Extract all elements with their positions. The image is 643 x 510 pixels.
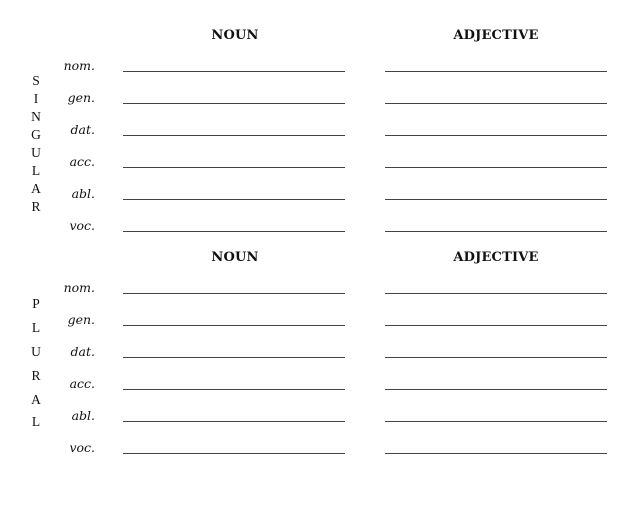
adjective-answer-line[interactable] bbox=[385, 231, 607, 232]
noun-answer-line[interactable] bbox=[123, 135, 345, 136]
adjective-answer-line[interactable] bbox=[385, 167, 607, 168]
adjective-answer-line[interactable] bbox=[385, 453, 607, 454]
singular-letter: G bbox=[31, 127, 41, 142]
singular-letter: S bbox=[32, 73, 40, 88]
adjective-answer-line[interactable] bbox=[385, 135, 607, 136]
case-label: nom. bbox=[63, 280, 95, 295]
noun-answer-line[interactable] bbox=[123, 231, 345, 232]
noun-answer-line[interactable] bbox=[123, 71, 345, 72]
case-label: dat. bbox=[70, 344, 95, 359]
case-label: abl. bbox=[71, 186, 95, 201]
singular-letter: U bbox=[31, 145, 41, 160]
case-label: gen. bbox=[67, 90, 95, 105]
singular-letter: L bbox=[31, 163, 41, 178]
noun-answer-line[interactable] bbox=[123, 293, 345, 294]
singular-adjective-header: ADJECTIVE bbox=[453, 28, 539, 43]
noun-answer-line[interactable] bbox=[123, 357, 345, 358]
case-label: nom. bbox=[63, 58, 95, 73]
case-label: dat. bbox=[70, 122, 95, 137]
singular-noun-header: NOUN bbox=[211, 28, 259, 43]
plural-letter: L bbox=[31, 320, 41, 335]
plural-noun-header: NOUN bbox=[211, 250, 259, 265]
plural-adjective-header: ADJECTIVE bbox=[453, 250, 539, 265]
singular-letter: I bbox=[33, 91, 39, 106]
case-label: acc. bbox=[69, 376, 95, 391]
plural-letter: A bbox=[31, 392, 41, 407]
case-label: voc. bbox=[69, 218, 95, 233]
singular-letter: A bbox=[31, 181, 41, 196]
adjective-answer-line[interactable] bbox=[385, 71, 607, 72]
plural-letter: P bbox=[32, 296, 40, 311]
adjective-answer-line[interactable] bbox=[385, 293, 607, 294]
adjective-answer-line[interactable] bbox=[385, 199, 607, 200]
noun-answer-line[interactable] bbox=[123, 421, 345, 422]
singular-letter: N bbox=[31, 109, 41, 124]
case-label: acc. bbox=[69, 154, 95, 169]
plural-letter: R bbox=[31, 368, 41, 383]
noun-answer-line[interactable] bbox=[123, 389, 345, 390]
noun-answer-line[interactable] bbox=[123, 199, 345, 200]
noun-answer-line[interactable] bbox=[123, 453, 345, 454]
adjective-answer-line[interactable] bbox=[385, 389, 607, 390]
singular-letter: R bbox=[31, 199, 41, 214]
adjective-answer-line[interactable] bbox=[385, 325, 607, 326]
plural-letter: U bbox=[31, 344, 41, 359]
case-label: abl. bbox=[71, 408, 95, 423]
case-label: gen. bbox=[67, 312, 95, 327]
noun-answer-line[interactable] bbox=[123, 325, 345, 326]
noun-answer-line[interactable] bbox=[123, 167, 345, 168]
adjective-answer-line[interactable] bbox=[385, 357, 607, 358]
case-label: voc. bbox=[69, 440, 95, 455]
adjective-answer-line[interactable] bbox=[385, 103, 607, 104]
adjective-answer-line[interactable] bbox=[385, 421, 607, 422]
plural-letter: L bbox=[31, 414, 41, 429]
noun-answer-line[interactable] bbox=[123, 103, 345, 104]
